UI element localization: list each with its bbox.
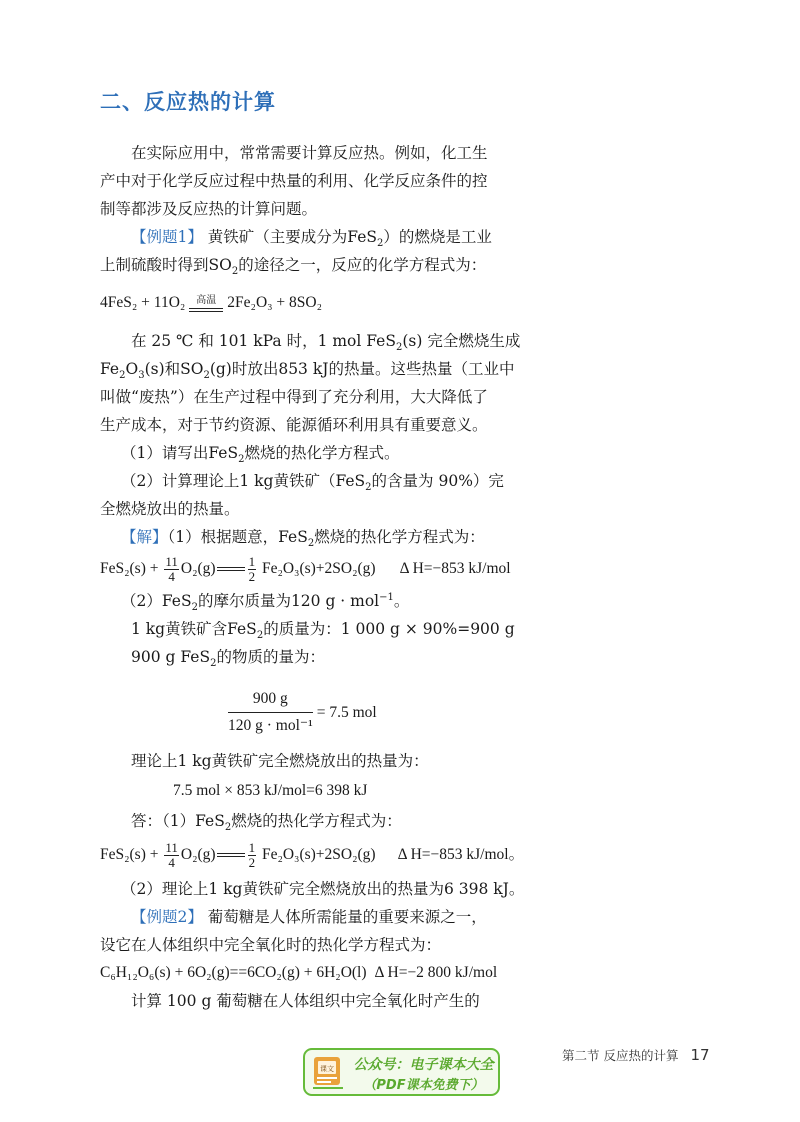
mass-line: 1 kg黄铁矿含FeS$_2$的质量为：1 000 g × 90%=900 g xyxy=(131,620,515,642)
heat-intro: 理论上1 kg黄铁矿完全燃烧放出的热量为： xyxy=(131,752,429,770)
example-2-line: 【例题2】 葡萄糖是人体所需能量的重要来源之一， xyxy=(131,908,487,926)
question-2-cont: 全燃烧放出的热量。 xyxy=(100,500,240,518)
mole-calculation: 900 g 120 g · mol⁻¹ = 7.5 mol xyxy=(228,690,377,734)
book-logo-icon xyxy=(311,1055,345,1091)
glucose-equation: C₆H₁₂O₆(s) + 6O₂(g)==6CO₂(g) + 6H₂O(l) Δ H=−2 800 kJ/mol xyxy=(100,964,498,981)
example-2-tag: 【例题2】 xyxy=(131,908,203,926)
solution-line: 【解】（1）根据题意，FeS$_2$燃烧的热化学方程式为： xyxy=(121,528,485,550)
watermark-line-2: （PDF课本免费下） xyxy=(363,1078,484,1093)
example-1-line: 上制硫酸时得到$SO_2$的途径之一，反应的化学方程式为： xyxy=(100,256,487,278)
section-title: 二、反应热的计算 xyxy=(100,90,276,114)
solution-tag: 【解】 xyxy=(121,528,168,546)
paragraph: $Fe_2O_3(s)$和$SO_2(g)$时放出853 kJ的热量。这些热量（工业中 xyxy=(100,360,515,382)
paragraph: 叫做“废热”）在生产过程中得到了充分利用，大大降低了 xyxy=(100,388,488,406)
page-body xyxy=(100,139,525,1015)
fraction: $\frac{11}{4}$ xyxy=(165,553,178,584)
example-2-line: 设它在人体组织中完全氧化时的热化学方程式为： xyxy=(100,936,442,954)
footer-section: 第二节 反应热的计算 xyxy=(562,1048,679,1063)
fraction: $\frac{1}{2}$ xyxy=(248,553,256,584)
example-1-tag: 【例题1】 xyxy=(131,228,203,246)
amount-line: 900 g FeS$_2$的物质的量为： xyxy=(131,648,325,670)
thermochemical-equation: FeS₂(s) + $\frac{11}{4}$ O₂(g) $\frac{1}{2}$ Fe₂O₃(s)+2SO₂(g) Δ H=−853 kJ/mol xyxy=(100,553,511,584)
watermark-line-1: 公众号：电子课本大全 xyxy=(353,1057,494,1073)
page-number: 17 xyxy=(690,1046,710,1064)
example-1-line: 【例题1】 黄铁矿（主要成分为FeS$_2$）的燃烧是工业 xyxy=(131,228,492,250)
answer-line: 答：（1）FeS$_2$燃烧的热化学方程式为： xyxy=(131,812,402,834)
reaction-equation: 4FeS₂ + 11O₂ 高温 2Fe₂O₃ + 8SO₂ xyxy=(100,294,323,311)
watermark-badge xyxy=(303,1048,500,1096)
fraction: $\frac{1}{2}$ xyxy=(248,839,256,870)
paragraph: 计算 100 g 葡萄糖在人体组织中完全氧化时产生的 xyxy=(131,992,480,1010)
fraction: $\frac{11}{4}$ xyxy=(165,839,178,870)
heat-calculation: 7.5 mol × 853 kJ/mol=6 398 kJ xyxy=(173,782,368,799)
high-temperature-equals-sign: 高温 xyxy=(189,295,223,312)
page-footer xyxy=(562,1046,710,1064)
paragraph: 生产成本，对于节约资源、能源循环利用具有重要意义。 xyxy=(100,416,488,434)
answer-2: （2）理论上1 kg黄铁矿完全燃烧放出的热量为6 398 kJ。 xyxy=(121,880,525,898)
paragraph: 产中对于化学反应过程中热量的利用、化学反应条件的控 xyxy=(100,172,488,190)
question-2: （2）计算理论上1 kg黄铁矿（FeS$_2$的含量为 90%）完 xyxy=(121,472,504,494)
paragraph: 制等都涉及反应热的计算问题。 xyxy=(100,200,318,218)
molar-mass-line: （2）FeS$_2$的摩尔质量为120 g · mol$^{-1}$。 xyxy=(121,591,410,614)
paragraph: 在 25 ℃ 和 101 kPa 时，1 mol FeS$_2$(s) 完全燃烧生成 xyxy=(131,332,521,354)
question-1: （1）请写出FeS$_2$燃烧的热化学方程式。 xyxy=(121,444,400,466)
paragraph: 在实际应用中，常常需要计算反应热。例如，化工生 xyxy=(131,144,488,162)
svg-text:课文: 课文 xyxy=(320,1065,334,1073)
answer-thermochemical-equation: FeS₂(s) + $\frac{11}{4}$ O₂(g) $\frac{1}{2}$ Fe₂O₃(s)+2SO₂(g) Δ H=−853 kJ/mol。 xyxy=(100,839,525,870)
